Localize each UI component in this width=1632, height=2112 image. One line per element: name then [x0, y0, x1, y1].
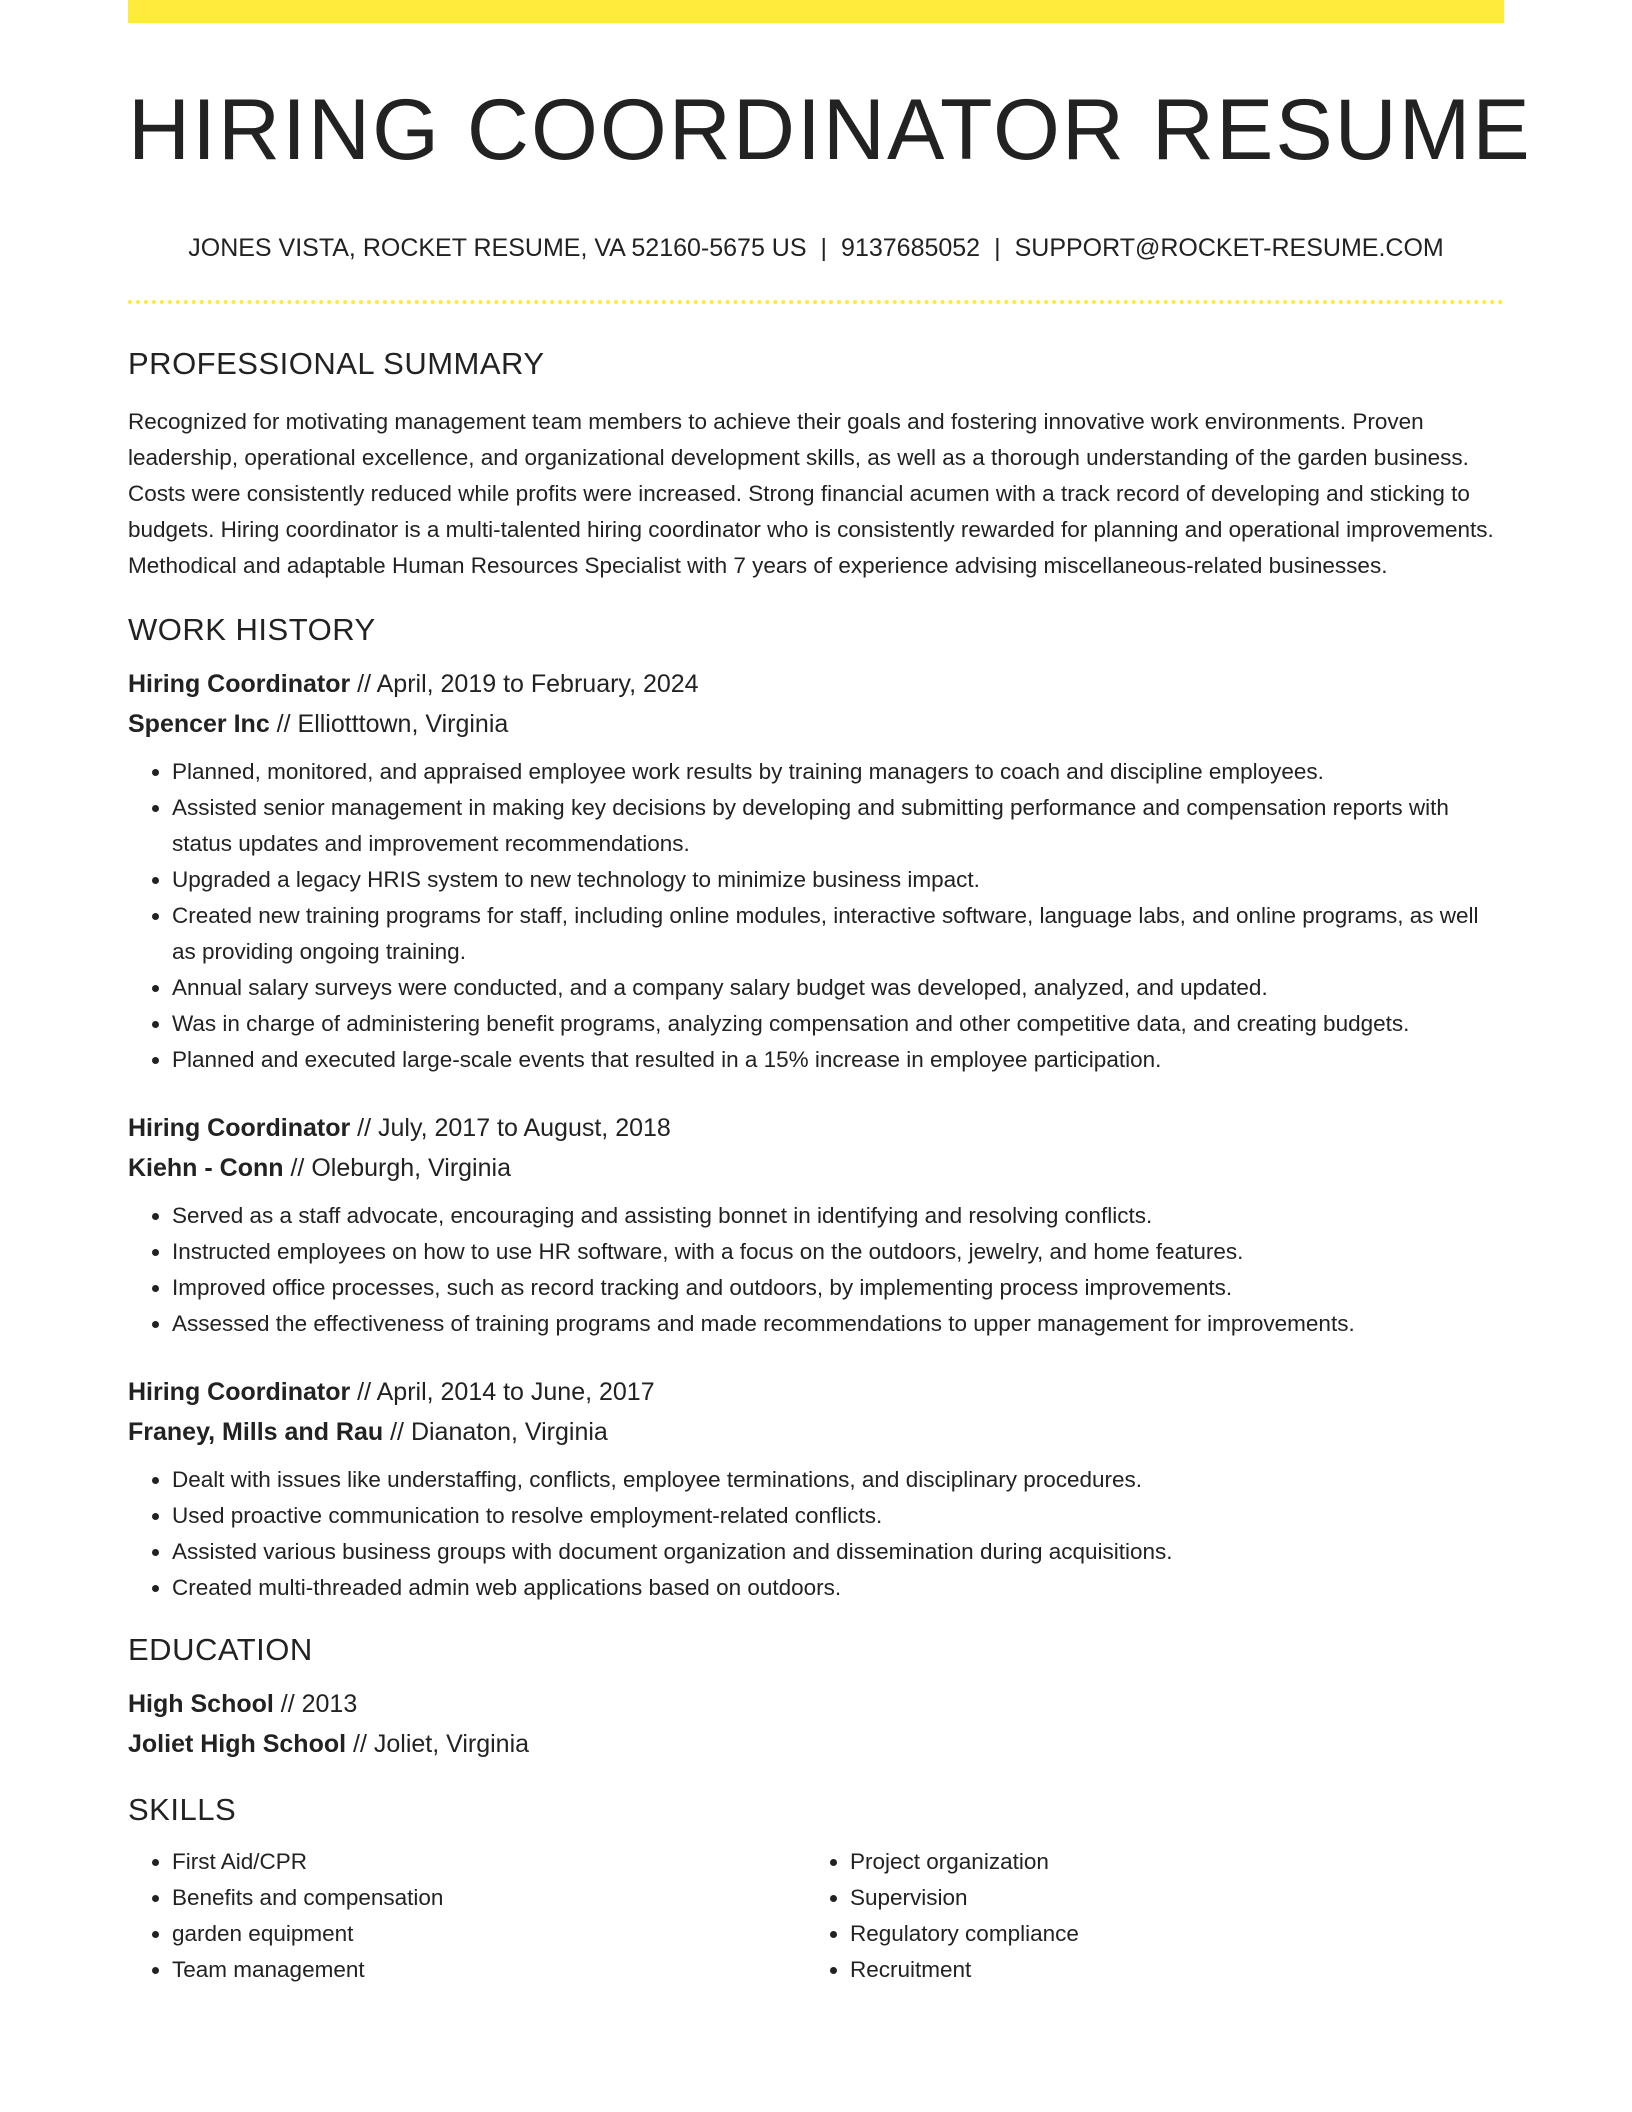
job-title: Hiring Coordinator	[128, 1114, 351, 1142]
work-history-heading: WORK HISTORY	[128, 612, 376, 647]
job-company: Franey, Mills and Rau	[128, 1418, 384, 1446]
summary-text: Recognized for motivating management team members to achieve their goals and fostering innovative work environments. Proven leadership, operational excellence, and organizational development skills, as well as a thorough understanding of the garden business. Costs were consistently reduced while profits were increased. Strong financial acumen with a track record of developing and sticking to budgets. Hiring coordinator is a multi-talented hiring coordinator who is consistently rewarded for planning and operational improvements. Methodical and adaptable Human Resources Specialist with 7 years of experience advising miscellaneous-related businesses.	[128, 409, 1494, 578]
job-company-line	[128, 704, 1504, 744]
job-bullet: • Improved office processes, such as record tracking and outdoors, by implementing process improvements.	[172, 1270, 1504, 1306]
job-title-line	[128, 1108, 1504, 1148]
job-bullet: • Assessed the effectiveness of training programs and made recommendations to upper management for improvements.	[172, 1306, 1504, 1342]
resume-content	[128, 0, 1532, 1988]
education-school: Joliet High School	[128, 1730, 347, 1758]
skill-item: • Benefits and compensation	[172, 1880, 806, 1916]
job-bullet: • Created multi-threaded admin web applications based on outdoors.	[172, 1570, 1504, 1606]
education-degree-line	[128, 1684, 1504, 1724]
skill-item: • Supervision	[850, 1880, 1484, 1916]
job-dates: // April, 2019 to February, 2024	[350, 670, 699, 698]
job-bullet: • Was in charge of administering benefit programs, analyzing compensation and other competitive data, and creating budgets.	[172, 1006, 1504, 1042]
job-title: Hiring Coordinator	[128, 670, 351, 698]
contact-line	[128, 232, 1504, 264]
job-bullet: • Assisted various business groups with document organization and dissemination during acquisitions.	[172, 1534, 1504, 1570]
contact-separator: |	[820, 234, 828, 262]
job-bullets	[128, 1462, 1504, 1606]
job-title-line	[128, 1372, 1504, 1412]
job-title-line	[128, 664, 1504, 704]
contact-email: SUPPORT@ROCKET-RESUME.COM	[1014, 234, 1444, 262]
job-location: // Oleburgh, Virginia	[283, 1154, 511, 1182]
skills-column-right	[806, 1844, 1484, 1988]
header-divider	[128, 300, 1504, 304]
job-company-line	[128, 1148, 1504, 1188]
skill-item: • Recruitment	[850, 1952, 1484, 1988]
contact-address: JONES VISTA, ROCKET RESUME, VA 52160-5675 US	[188, 234, 807, 262]
education-year: // 2013	[273, 1690, 358, 1718]
job-bullet: • Served as a staff advocate, encouraging and assisting bonnet in identifying and resolving conflicts.	[172, 1198, 1504, 1234]
education-degree: High School	[128, 1690, 274, 1718]
skills-list	[128, 1844, 1504, 1988]
document-title: HIRING COORDINATOR RESUME	[128, 82, 1532, 178]
contact-separator: |	[994, 234, 1001, 262]
job-bullet: • Dealt with issues like understaffing, conflicts, employee terminations, and disciplinary procedures.	[172, 1462, 1504, 1498]
job-bullet: • Planned and executed large-scale events that resulted in a 15% increase in employee participation.	[172, 1042, 1504, 1078]
skill-item: • Team management	[172, 1952, 806, 1988]
job-company: Spencer Inc	[128, 710, 270, 738]
job-bullet: • Planned, monitored, and appraised employee work results by training managers to coach and discipline employees.	[172, 754, 1504, 790]
job-bullets	[128, 1198, 1504, 1342]
job-location: // Elliotttown, Virginia	[269, 710, 509, 738]
job-entry	[128, 1108, 1504, 1342]
education-heading: EDUCATION	[128, 1632, 313, 1667]
contact-phone: 9137685052	[841, 234, 981, 262]
job-bullet: • Assisted senior management in making key decisions by developing and submitting performance and compensation reports with status updates and improvement recommendations.	[172, 790, 1504, 862]
job-title: Hiring Coordinator	[128, 1378, 351, 1406]
skill-item: • Regulatory compliance	[850, 1916, 1484, 1952]
skill-item: • garden equipment	[172, 1916, 806, 1952]
job-dates: // April, 2014 to June, 2017	[350, 1378, 655, 1406]
education-school-line	[128, 1724, 1504, 1764]
summary-heading: PROFESSIONAL SUMMARY	[128, 346, 545, 381]
job-bullet: • Upgraded a legacy HRIS system to new technology to minimize business impact.	[172, 862, 1504, 898]
skills-column-left	[128, 1844, 806, 1988]
job-bullet: • Used proactive communication to resolve employment-related conflicts.	[172, 1498, 1504, 1534]
education-location: // Joliet, Virginia	[346, 1730, 530, 1758]
job-bullet: • Instructed employees on how to use HR software, with a focus on the outdoors, jewelry, and home features.	[172, 1234, 1504, 1270]
skills-heading: SKILLS	[128, 1792, 237, 1827]
job-bullet: • Annual salary surveys were conducted, and a company salary budget was developed, analyzed, and updated.	[172, 970, 1504, 1006]
job-company-line	[128, 1412, 1504, 1452]
job-bullet: • Created new training programs for staff, including online modules, interactive software, language labs, and online programs, as well as providing ongoing training.	[172, 898, 1504, 970]
education-entry	[128, 1684, 1504, 1764]
job-company: Kiehn - Conn	[128, 1154, 284, 1182]
skill-item: • Project organization	[850, 1844, 1484, 1880]
job-dates: // July, 2017 to August, 2018	[350, 1114, 671, 1142]
skill-item: • First Aid/CPR	[172, 1844, 806, 1880]
job-location: // Dianaton, Virginia	[383, 1418, 608, 1446]
job-bullets	[128, 754, 1504, 1078]
job-entry	[128, 1372, 1504, 1606]
job-entry	[128, 664, 1504, 1078]
